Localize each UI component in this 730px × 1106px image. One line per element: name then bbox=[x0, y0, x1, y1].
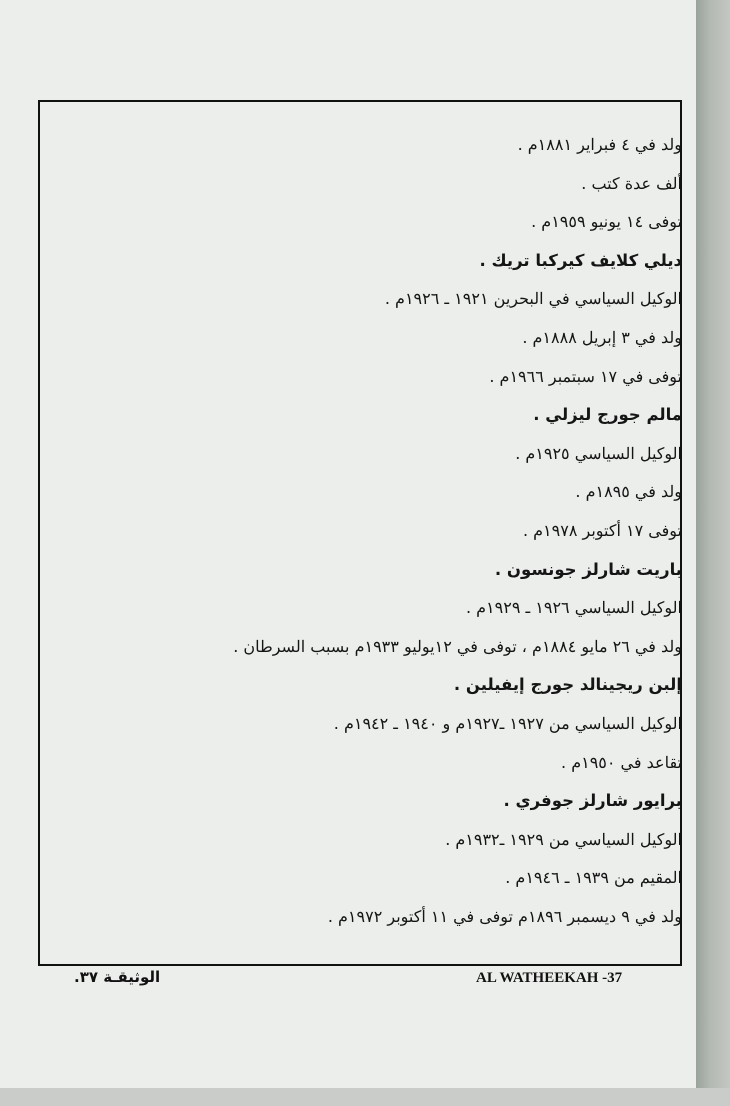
biography-line: المقيم من ١٩٣٩ ـ ١٩٤٦م . bbox=[505, 868, 682, 888]
person-name-heading: إلبن ريجينالد جورج إيفيلين . bbox=[453, 675, 682, 695]
biography-line: ألف عدة كتب . bbox=[581, 173, 682, 193]
biography-line: الوكيل السياسي في البحرين ١٩٢١ ـ ١٩٢٦م . bbox=[384, 289, 682, 309]
biography-line: ولد في ٣ إبريل ١٨٨٨م . bbox=[522, 327, 682, 347]
biography-list bbox=[72, 126, 682, 936]
biography-line: توفى في ١٧ سبتمبر ١٩٦٦م . bbox=[489, 366, 682, 386]
scan-bottom-edge bbox=[0, 1088, 730, 1106]
footer-arabic-page-label: الوثيقـة ٣٧. bbox=[74, 968, 161, 986]
scan-edge-shadow bbox=[696, 0, 730, 1106]
biography-line: الوكيل السياسي ١٩٢٦ ـ ١٩٢٩م . bbox=[465, 598, 682, 618]
person-name-heading: ديلي كلايف كيركبا تريك . bbox=[479, 250, 682, 270]
biography-line: ولد في ٢٦ مايو ١٨٨٤م ، توفى في ١٢يوليو ١٩٣٣م بسبب السرطان . bbox=[233, 636, 682, 656]
biography-line: ولد في ٩ ديسمبر ١٨٩٦م توفى في ١١ أكتوبر ١٩٧٢م . bbox=[327, 906, 682, 926]
biography-line: ولد في ٤ فبراير ١٨٨١م . bbox=[517, 135, 682, 154]
biography-line: الوكيل السياسي من ١٩٢٩ ـ١٩٣٢م . bbox=[445, 829, 682, 849]
biography-line: تقاعد في ١٩٥٠م . bbox=[561, 752, 682, 772]
person-name-heading: باريت شارلز جونسون . bbox=[494, 559, 682, 579]
biography-line: الوكيل السياسي من ١٩٢٧ ـ١٩٢٧م و ١٩٤٠ ـ ١٩٤٢م . bbox=[333, 713, 682, 733]
person-name-heading: مالم جورج ليزلي . bbox=[533, 405, 682, 425]
footer-english-page-label: AL WATHEEKAH -37 bbox=[476, 970, 623, 986]
biography-line: توفى ١٧ أكتوبر ١٩٧٨م . bbox=[522, 520, 682, 540]
biography-line: ولد في ١٨٩٥م . bbox=[575, 482, 682, 502]
biography-line: توفى ١٤ يونيو ١٩٥٩م . bbox=[531, 212, 682, 232]
person-name-heading: برايور شارلز جوفري . bbox=[503, 791, 682, 811]
biography-line: الوكيل السياسي ١٩٢٥م . bbox=[515, 443, 682, 463]
